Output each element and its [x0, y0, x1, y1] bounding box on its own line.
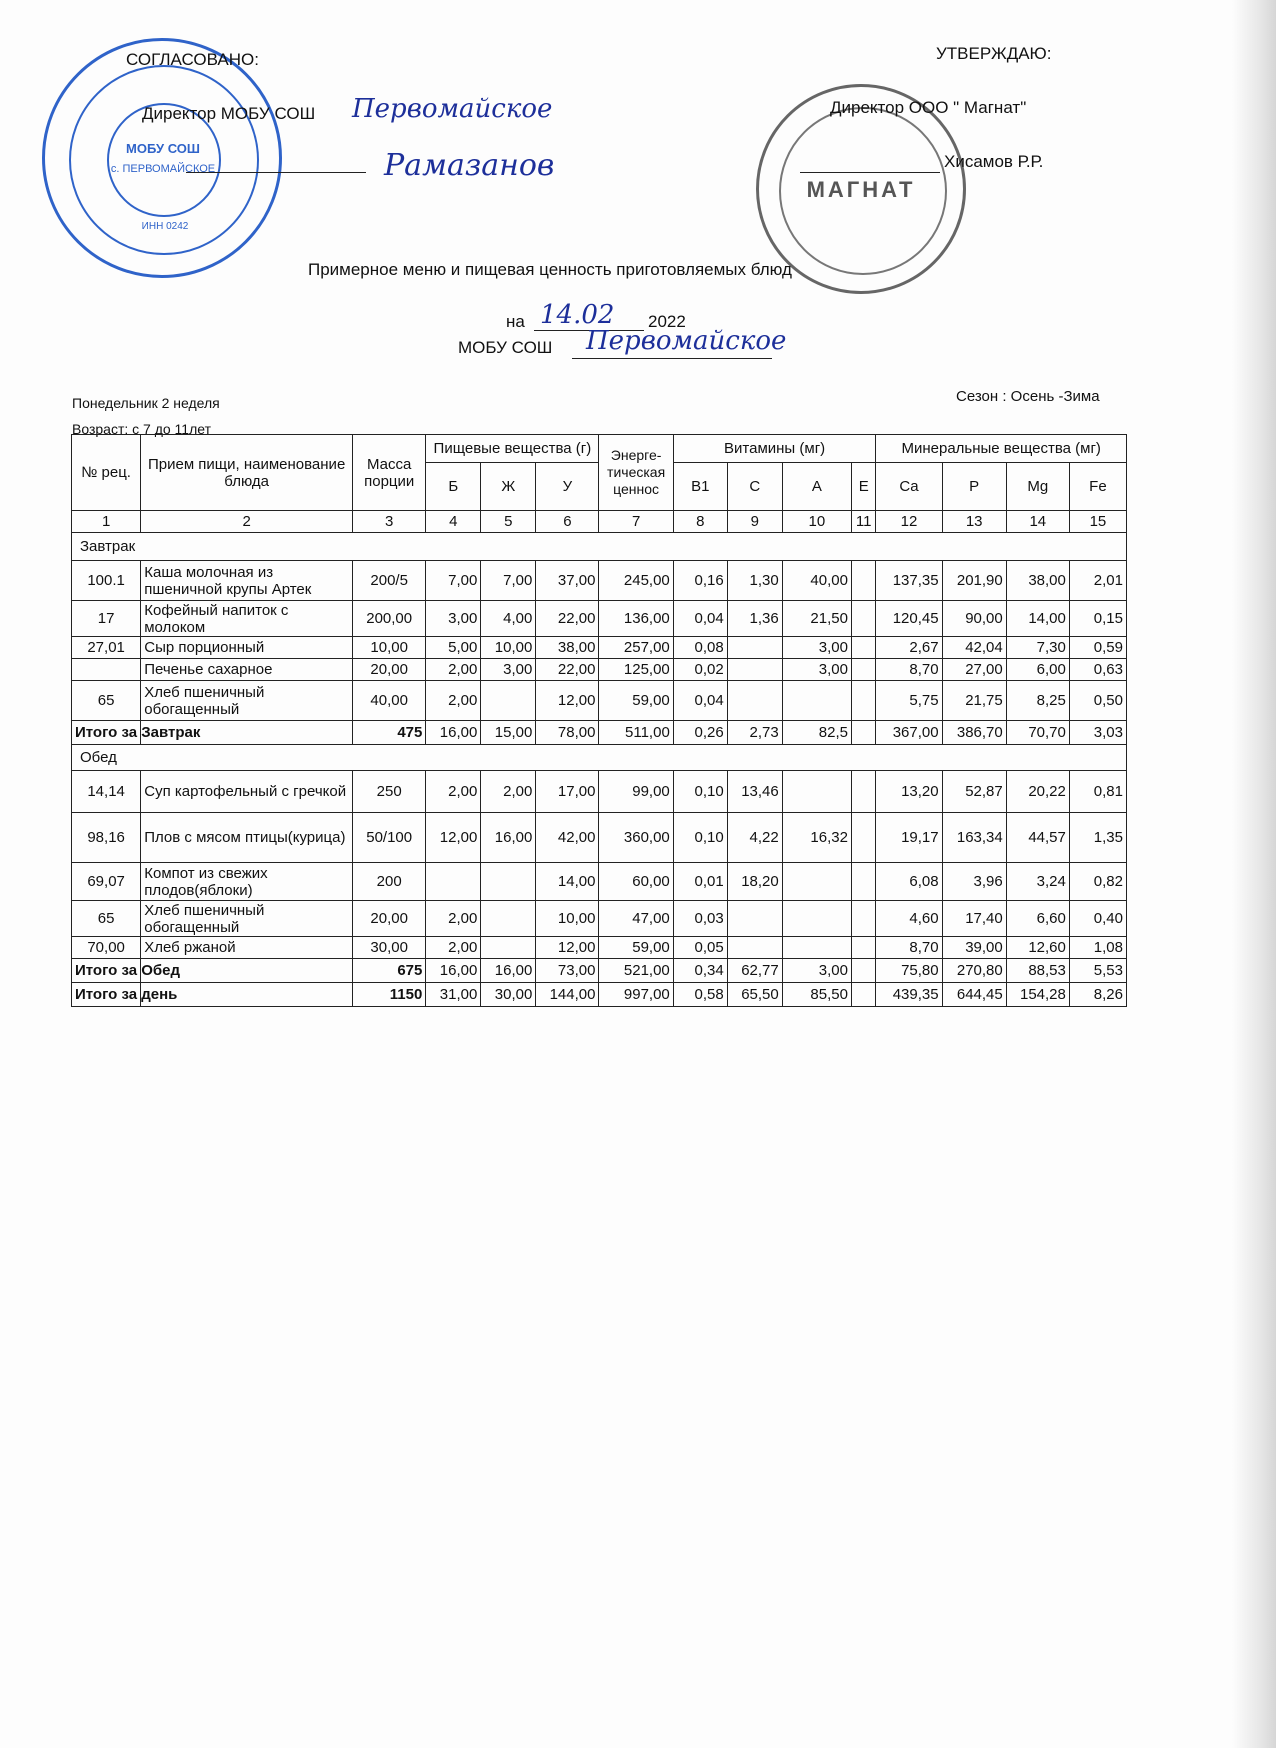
cell-en: 360,00 [599, 813, 673, 863]
cell-a: 16,32 [782, 813, 851, 863]
cell-fe: 0,81 [1069, 771, 1126, 813]
col-number: 13 [942, 511, 1006, 533]
cell-zh [481, 681, 536, 721]
total-b: 31,00 [426, 983, 481, 1007]
table-row [72, 659, 1127, 681]
total-fe: 3,03 [1069, 721, 1126, 745]
cell-b1: 0,08 [673, 637, 727, 659]
cell-ca: 6,08 [876, 863, 942, 901]
col-number: 4 [426, 511, 481, 533]
cell-fe: 0,40 [1069, 901, 1126, 937]
cell-en: 59,00 [599, 681, 673, 721]
cell-mass: 200,00 [353, 601, 426, 637]
cell-fe: 0,59 [1069, 637, 1126, 659]
header-vitamins: Витамины (мг) [673, 435, 876, 463]
cell-u: 17,00 [536, 771, 599, 813]
section-title: Обед [72, 745, 1127, 771]
total-e [851, 983, 875, 1007]
total-mg: 70,70 [1006, 721, 1069, 745]
cell-en: 136,00 [599, 601, 673, 637]
cell-ca: 8,70 [876, 937, 942, 959]
recipe-number: 100.1 [72, 561, 141, 601]
cell-zh: 16,00 [481, 813, 536, 863]
school-name-handwritten: Первомайское [586, 326, 787, 356]
cell-u: 12,00 [536, 681, 599, 721]
year: 2022 [648, 312, 686, 331]
recipe-number: 17 [72, 601, 141, 637]
total-u: 144,00 [536, 983, 599, 1007]
col-number: 7 [599, 511, 673, 533]
total-en: 997,00 [599, 983, 673, 1007]
col-number: 2 [141, 511, 353, 533]
col-number: 8 [673, 511, 727, 533]
total-ca: 439,35 [876, 983, 942, 1007]
table-row [72, 561, 1127, 601]
total-a: 85,50 [782, 983, 851, 1007]
cell-a [782, 681, 851, 721]
cell-en: 47,00 [599, 901, 673, 937]
table-row [72, 637, 1127, 659]
recipe-number: 70,00 [72, 937, 141, 959]
cell-c [727, 681, 782, 721]
total-b: 16,00 [426, 721, 481, 745]
header-p: P [942, 463, 1006, 511]
age-label: Возраст: с 7 до 11лет [72, 421, 211, 437]
dish-name: Кофейный напиток с молоком [141, 601, 353, 637]
cell-c: 13,46 [727, 771, 782, 813]
total-en: 511,00 [599, 721, 673, 745]
cell-en: 59,00 [599, 937, 673, 959]
recipe-number: 65 [72, 681, 141, 721]
signature-line [186, 172, 366, 173]
cell-ca: 137,35 [876, 561, 942, 601]
total-fe: 8,26 [1069, 983, 1126, 1007]
season-label: Сезон : Осень -Зима [956, 388, 1100, 405]
date-handwritten: 14.02 [540, 300, 615, 330]
cell-p: 39,00 [942, 937, 1006, 959]
total-zh: 16,00 [481, 959, 536, 983]
header-energy: Энерге-тическая ценнос [599, 435, 673, 511]
cell-p: 90,00 [942, 601, 1006, 637]
cell-mass: 10,00 [353, 637, 426, 659]
page-edge [1232, 0, 1276, 1748]
total-fe: 5,53 [1069, 959, 1126, 983]
cell-zh: 3,00 [481, 659, 536, 681]
cell-en: 257,00 [599, 637, 673, 659]
cell-mass: 200 [353, 863, 426, 901]
cell-c: 1,36 [727, 601, 782, 637]
cell-b1: 0,10 [673, 813, 727, 863]
recipe-number: 27,01 [72, 637, 141, 659]
cell-mg: 8,25 [1006, 681, 1069, 721]
cell-c [727, 901, 782, 937]
total-a: 3,00 [782, 959, 851, 983]
total-mass: 475 [353, 721, 426, 745]
cell-ca: 19,17 [876, 813, 942, 863]
col-number: 12 [876, 511, 942, 533]
total-label: Итого за Завтрак [72, 721, 141, 745]
cell-b: 2,00 [426, 771, 481, 813]
header-b1: B1 [673, 463, 727, 511]
dish-name: Хлеб пшеничный обогащенный [141, 901, 353, 937]
school-label: МОБУ СОШ [458, 338, 553, 357]
cell-p: 163,34 [942, 813, 1006, 863]
total-e [851, 721, 875, 745]
director-company-label: Директор ООО " Магнат" [830, 98, 1027, 117]
cell-ca: 13,20 [876, 771, 942, 813]
cell-e [851, 771, 875, 813]
agreed-label: СОГЛАСОВАНО: [126, 50, 259, 69]
cell-a: 3,00 [782, 637, 851, 659]
stamp-center-text: МОБУ СОШ [126, 141, 200, 156]
cell-fe: 0,15 [1069, 601, 1126, 637]
cell-u: 37,00 [536, 561, 599, 601]
dish-name: Хлеб пшеничный обогащенный [141, 681, 353, 721]
header-nutrients: Пищевые вещества (г) [426, 435, 599, 463]
recipe-number: 14,14 [72, 771, 141, 813]
cell-mg: 14,00 [1006, 601, 1069, 637]
cell-c: 4,22 [727, 813, 782, 863]
header-fe: Fe [1069, 463, 1126, 511]
header-c: C [727, 463, 782, 511]
cell-mass: 200/5 [353, 561, 426, 601]
cell-zh: 4,00 [481, 601, 536, 637]
total-mg: 88,53 [1006, 959, 1069, 983]
cell-mass: 30,00 [353, 937, 426, 959]
header-a: A [782, 463, 851, 511]
cell-zh [481, 937, 536, 959]
school-line [572, 358, 772, 359]
dish-name: Компот из свежих плодов(яблоки) [141, 863, 353, 901]
header-e: E [851, 463, 875, 511]
cell-mass: 40,00 [353, 681, 426, 721]
recipe-number [72, 659, 141, 681]
column-numbers-row [72, 511, 1127, 533]
cell-fe: 2,01 [1069, 561, 1126, 601]
cell-en: 245,00 [599, 561, 673, 601]
cell-u: 12,00 [536, 937, 599, 959]
cell-a [782, 863, 851, 901]
cell-e [851, 637, 875, 659]
cell-b1: 0,03 [673, 901, 727, 937]
cell-u: 42,00 [536, 813, 599, 863]
stamp-inn-text: ИНН 0242 [141, 221, 189, 232]
dish-name: Суп картофельный с гречкой [141, 771, 353, 813]
cell-u: 22,00 [536, 659, 599, 681]
cell-a [782, 771, 851, 813]
total-u: 73,00 [536, 959, 599, 983]
table-row [72, 601, 1127, 637]
section-lunch [72, 745, 1127, 771]
cell-b1: 0,10 [673, 771, 727, 813]
cell-en: 125,00 [599, 659, 673, 681]
cell-b1: 0,01 [673, 863, 727, 901]
table-row [72, 681, 1127, 721]
cell-b1: 0,04 [673, 601, 727, 637]
cell-b1: 0,02 [673, 659, 727, 681]
approved-label: УТВЕРЖДАЮ: [936, 44, 1052, 63]
cell-mg: 6,60 [1006, 901, 1069, 937]
dish-name: Каша молочная из пшеничной крупы Артек [141, 561, 353, 601]
cell-e [851, 937, 875, 959]
dish-name: Печенье сахарное [141, 659, 353, 681]
total-mass: 1150 [353, 983, 426, 1007]
dish-name: Сыр порционный [141, 637, 353, 659]
cell-ca: 120,45 [876, 601, 942, 637]
cell-p: 17,40 [942, 901, 1006, 937]
cell-b1: 0,04 [673, 681, 727, 721]
cell-ca: 2,67 [876, 637, 942, 659]
total-p: 270,80 [942, 959, 1006, 983]
cell-b: 2,00 [426, 937, 481, 959]
breakfast-rows [72, 561, 1127, 721]
table-row [72, 771, 1127, 813]
total-zh: 30,00 [481, 983, 536, 1007]
cell-mass: 20,00 [353, 659, 426, 681]
cell-zh [481, 863, 536, 901]
col-number: 10 [782, 511, 851, 533]
cell-fe: 1,08 [1069, 937, 1126, 959]
cell-e [851, 681, 875, 721]
total-p: 386,70 [942, 721, 1006, 745]
cell-e [851, 561, 875, 601]
director-name-handwritten: Рамазанов [384, 148, 555, 183]
approver-name: Хисамов Р.Р. [944, 152, 1044, 171]
cell-u: 22,00 [536, 601, 599, 637]
total-c: 65,50 [727, 983, 782, 1007]
cell-mg: 44,57 [1006, 813, 1069, 863]
recipe-number: 98,16 [72, 813, 141, 863]
document-title: Примерное меню и пищевая ценность приготовляемых блюд [308, 260, 792, 279]
cell-zh: 7,00 [481, 561, 536, 601]
cell-b: 5,00 [426, 637, 481, 659]
approver-signature-line [800, 172, 940, 173]
cell-p: 52,87 [942, 771, 1006, 813]
cell-ca: 4,60 [876, 901, 942, 937]
total-mg: 154,28 [1006, 983, 1069, 1007]
cell-zh: 2,00 [481, 771, 536, 813]
cell-e [851, 901, 875, 937]
cell-e [851, 813, 875, 863]
total-b: 16,00 [426, 959, 481, 983]
cell-a: 21,50 [782, 601, 851, 637]
cell-e [851, 863, 875, 901]
cell-ca: 5,75 [876, 681, 942, 721]
total-u: 78,00 [536, 721, 599, 745]
cell-a: 40,00 [782, 561, 851, 601]
cell-p: 42,04 [942, 637, 1006, 659]
total-e [851, 959, 875, 983]
total-b1: 0,34 [673, 959, 727, 983]
cell-b: 2,00 [426, 659, 481, 681]
total-a: 82,5 [782, 721, 851, 745]
cell-c [727, 659, 782, 681]
col-number: 9 [727, 511, 782, 533]
total-en: 521,00 [599, 959, 673, 983]
cell-e [851, 659, 875, 681]
cell-p: 201,90 [942, 561, 1006, 601]
cell-fe: 0,50 [1069, 681, 1126, 721]
cell-ca: 8,70 [876, 659, 942, 681]
table-row [72, 937, 1127, 959]
day-total-row [72, 983, 1127, 1007]
total-label: Итого за день [72, 983, 141, 1007]
cell-c: 18,20 [727, 863, 782, 901]
recipe-number: 65 [72, 901, 141, 937]
cell-a: 3,00 [782, 659, 851, 681]
table-row [72, 813, 1127, 863]
cell-mg: 3,24 [1006, 863, 1069, 901]
cell-c: 1,30 [727, 561, 782, 601]
header-zh: Ж [481, 463, 536, 511]
total-p: 644,45 [942, 983, 1006, 1007]
header-mg: Mg [1006, 463, 1069, 511]
total-b1: 0,58 [673, 983, 727, 1007]
total-label: Итого за Обед [72, 959, 141, 983]
cell-fe: 0,63 [1069, 659, 1126, 681]
on-label: на [506, 312, 525, 331]
cell-p: 27,00 [942, 659, 1006, 681]
header-b: Б [426, 463, 481, 511]
cell-a [782, 901, 851, 937]
cell-mg: 20,22 [1006, 771, 1069, 813]
section-title: Завтрак [72, 533, 1127, 561]
col-number: 6 [536, 511, 599, 533]
col-number: 5 [481, 511, 536, 533]
cell-b: 7,00 [426, 561, 481, 601]
dish-name: Плов с мясом птицы(курица) [141, 813, 353, 863]
header-mass: Масса порции [353, 435, 426, 511]
total-ca: 75,80 [876, 959, 942, 983]
stamp-company-text: МАГНАТ [806, 177, 916, 202]
cell-fe: 1,35 [1069, 813, 1126, 863]
cell-en: 60,00 [599, 863, 673, 901]
day-label: Понедельник 2 неделя [72, 395, 220, 411]
cell-u: 10,00 [536, 901, 599, 937]
cell-b: 12,00 [426, 813, 481, 863]
cell-a [782, 937, 851, 959]
director-school-label: Директор МОБУ СОШ [142, 104, 316, 123]
col-number: 14 [1006, 511, 1069, 533]
recipe-number: 69,07 [72, 863, 141, 901]
breakfast-total-row [72, 721, 1127, 745]
total-b1: 0,26 [673, 721, 727, 745]
stamp-place-text: с. ПЕРВОМАЙСКОЕ [110, 163, 216, 175]
cell-b1: 0,16 [673, 561, 727, 601]
header-meal: Прием пищи, наименование блюда [141, 435, 353, 511]
section-breakfast [72, 533, 1127, 561]
table-row [72, 901, 1127, 937]
total-mass: 675 [353, 959, 426, 983]
total-zh: 15,00 [481, 721, 536, 745]
header-minerals: Минеральные вещества (мг) [876, 435, 1127, 463]
header-ca: Ca [876, 463, 942, 511]
total-c: 62,77 [727, 959, 782, 983]
cell-en: 99,00 [599, 771, 673, 813]
cell-p: 21,75 [942, 681, 1006, 721]
cell-mass: 250 [353, 771, 426, 813]
cell-mg: 12,60 [1006, 937, 1069, 959]
col-number: 15 [1069, 511, 1126, 533]
cell-mg: 6,00 [1006, 659, 1069, 681]
dish-name: Хлеб ржаной [141, 937, 353, 959]
col-number: 3 [353, 511, 426, 533]
cell-b: 3,00 [426, 601, 481, 637]
nutrition-table [71, 434, 1127, 1007]
cell-b [426, 863, 481, 901]
lunch-total-row [72, 959, 1127, 983]
header-u: У [536, 463, 599, 511]
col-number: 11 [851, 511, 875, 533]
school-stamp [42, 38, 282, 278]
cell-b1: 0,05 [673, 937, 727, 959]
col-number: 1 [72, 511, 141, 533]
cell-b: 2,00 [426, 681, 481, 721]
cell-b: 2,00 [426, 901, 481, 937]
cell-c [727, 937, 782, 959]
total-ca: 367,00 [876, 721, 942, 745]
lunch-rows [72, 771, 1127, 959]
school-handwritten: Первомайское [352, 94, 553, 124]
cell-p: 3,96 [942, 863, 1006, 901]
total-c: 2,73 [727, 721, 782, 745]
cell-mg: 38,00 [1006, 561, 1069, 601]
cell-zh: 10,00 [481, 637, 536, 659]
cell-mass: 50/100 [353, 813, 426, 863]
cell-zh [481, 901, 536, 937]
cell-e [851, 601, 875, 637]
header-rec: № рец. [72, 435, 141, 511]
cell-u: 38,00 [536, 637, 599, 659]
cell-mass: 20,00 [353, 901, 426, 937]
cell-fe: 0,82 [1069, 863, 1126, 901]
cell-u: 14,00 [536, 863, 599, 901]
cell-mg: 7,30 [1006, 637, 1069, 659]
cell-c [727, 637, 782, 659]
table-row [72, 863, 1127, 901]
